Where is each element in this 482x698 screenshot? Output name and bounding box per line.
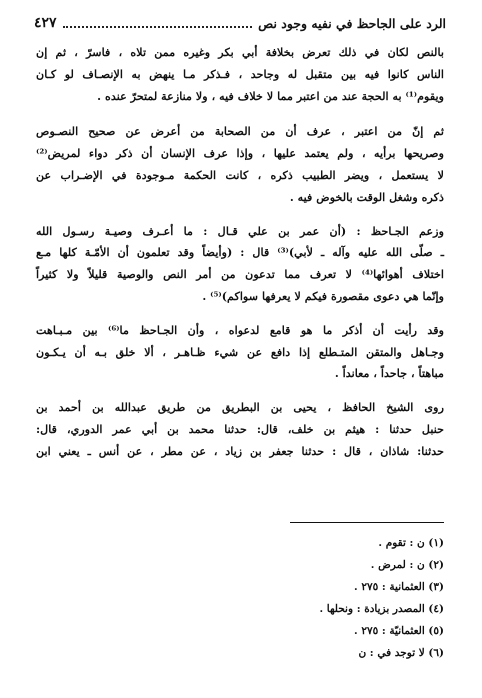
paragraph — [36, 121, 444, 208]
paragraph — [36, 320, 444, 385]
footnote: (٦) لا توجد في : ن — [358, 647, 444, 659]
paragraph — [36, 221, 444, 308]
text-line: وجـاهل والمتقن المتـطلع إذا دافع عن شيء ظـاهـر ، ألا خلق بـه أن يـكـون — [36, 344, 444, 359]
page-number: ٤٢٧ — [34, 15, 57, 31]
footnote: (٤) المصدر بزيادة : ونحلها . — [319, 603, 444, 615]
text-line: ويقوم⁽¹⁾ به الحجة عند من اعتبر مما لا خلاف فيه ، ولا منازعة لمتحرّ عنده . — [97, 88, 444, 103]
paragraph — [36, 397, 444, 462]
text-line: حدثنا: شاذان ، قال : حدثنا جعفر بن زياد ، عن مطر ، عن أنس ـ يعني ابن — [36, 443, 444, 458]
text-line: وصريحها برأيه ، ولم يعتمد عليها ، وإذا عرف الإنسان أن ذكر دواء لمريض⁽²⁾ — [36, 146, 444, 161]
footnote-divider — [290, 522, 444, 523]
text-line: وزعم الجـاحظ : (أن عمر بن علي قـال : ما أعـرف وصيـة رسـول الله — [36, 223, 444, 238]
footnotes — [319, 532, 444, 664]
footnote: (٢) ن : لمرض . — [370, 559, 444, 571]
text-line: وقد رأيت أن أذكر ما هو قامع لدعواه ، وأن الجـاحظ ما⁽⁶⁾ بين مـبـاهت — [36, 322, 444, 337]
text-line: اختلاف أهوائها⁽⁴⁾ لا تعرف مما تدعون من أمر النص والوصية قليلاً ولا كثيراً — [36, 267, 444, 282]
text-line: روى الشيخ الحافظ ، يحيى بن البطريق من طريق عبدالله بن أحمد بن — [36, 400, 444, 415]
paragraph — [36, 42, 444, 107]
running-title: الرد على الجاحظ في نفيه وجود نص — [258, 15, 446, 31]
page-header — [34, 14, 446, 32]
text-line: حنبل حدثنا : هيثم بن خلف، قال: حدثنا محمد بن أبي عمر الدوري، قال: — [36, 421, 444, 436]
footnote: (٣) العثمانية : ٢٧٥ . — [354, 581, 444, 593]
body-text — [36, 42, 444, 475]
text-line: الناس كانوا فيه بين متقبل له وجاحد ، فـذكر مـا ينهض به الإنصـاف لو كـان — [36, 66, 444, 81]
text-line: ذكره وشغل الوقت بالخوض فيه . — [289, 189, 444, 204]
text-line: مباهتاً ، جاحداً ، معانداً . — [334, 366, 444, 381]
text-line: لا يستعمل ، ويضر الطبيب ذكره ، كانت الحكمة مـوجودة في الإضـراب عن — [36, 167, 444, 182]
footnote: (٥) العثمانيّة : ٢٧٥ . — [354, 625, 444, 637]
text-line: وإنّما هي دعوى مقصورة فيكم لا يعرفها سواكم)⁽⁵⁾ . — [202, 288, 444, 303]
text-line: ـ صلّى الله عليه وآله ـ لأبي)⁽³⁾ قال : (وأيضاً وقد تعلمون أن الأمّـة كلها مـع — [36, 245, 444, 260]
text-line: ثم إنّ من اعتبر ، عرف أن من الصحابة من أعرض عن صحيح النصـوص — [36, 124, 444, 139]
text-line: بالنص لكان في ذلك تعرض بخلافة أبي بكر وغيره ممن تلاه ، فاسرّ ، ثم إن — [36, 45, 444, 59]
dotted-leader — [63, 26, 253, 28]
footnote: (١) ن : تقوم . — [378, 537, 444, 549]
